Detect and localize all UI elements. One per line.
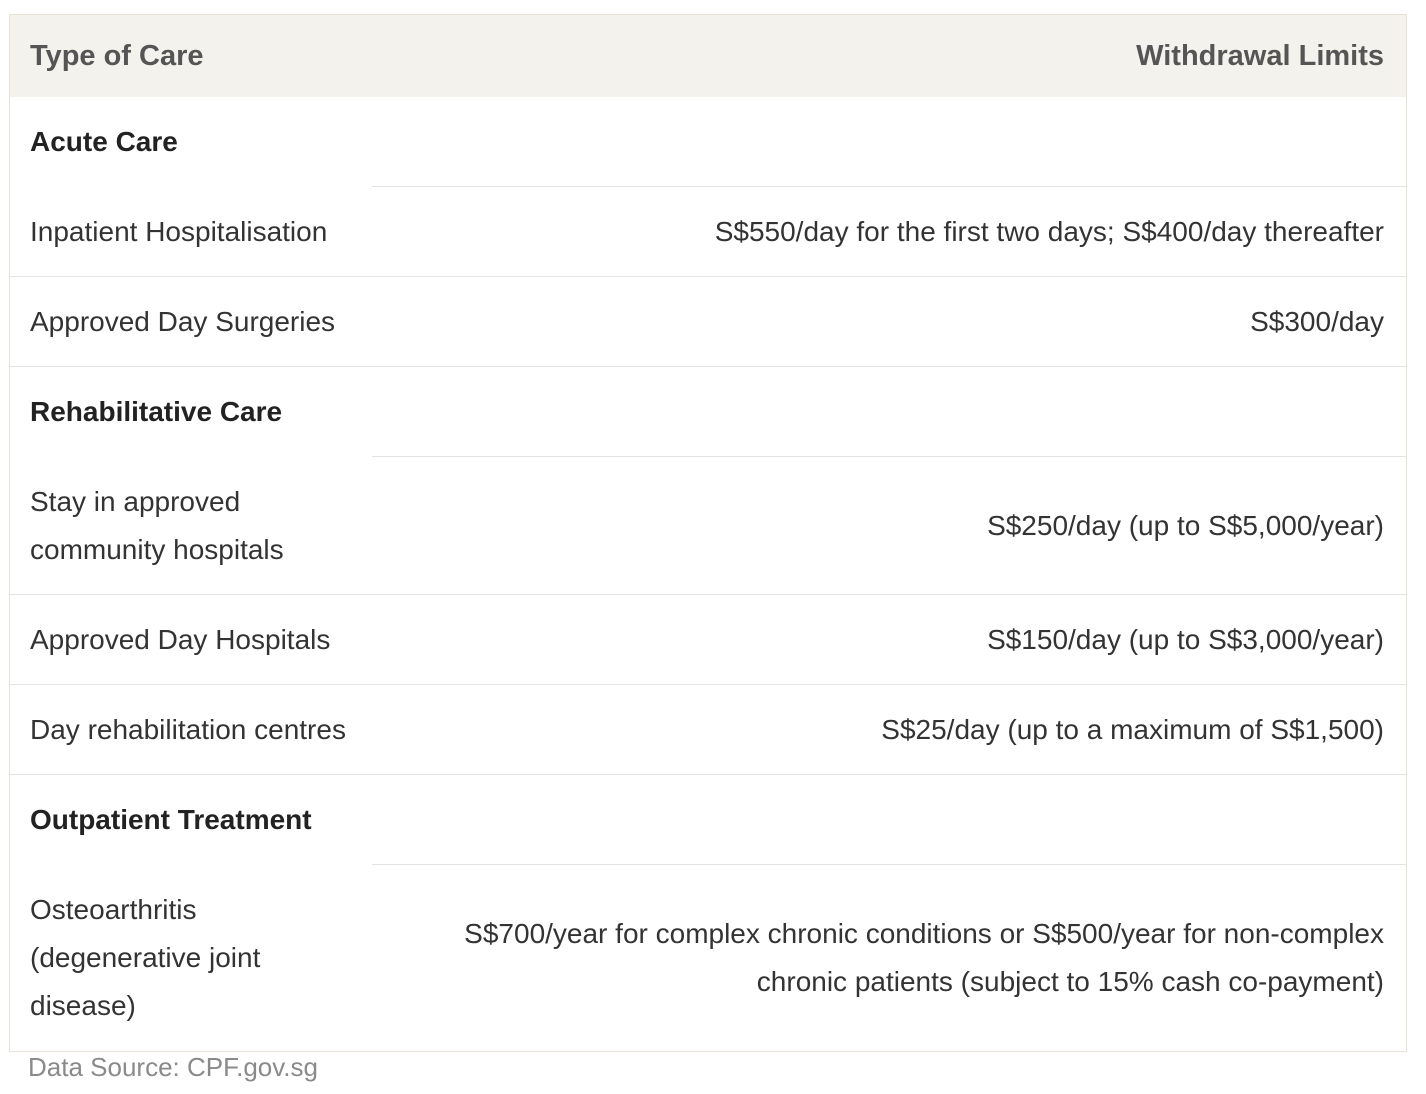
- table-container: [9, 14, 1407, 1052]
- care-type-cell: Day rehabilitation centres: [30, 714, 346, 745]
- section-row-rehabilitative-care: [10, 367, 1406, 457]
- table-row: [10, 187, 1406, 277]
- table-row: [10, 865, 1406, 1051]
- limit-cell: S$250/day (up to S$5,000/year): [987, 510, 1384, 541]
- care-type-cell: Approved Day Surgeries: [30, 306, 336, 337]
- header-type-of-care: Type of Care: [30, 39, 204, 72]
- withdrawal-limits-table: [9, 14, 1407, 1052]
- section-row-acute-care: [10, 97, 1406, 187]
- care-type-cell: Osteoarthritis (degenerative joint disease): [30, 894, 261, 1021]
- table-row: [10, 457, 1406, 595]
- limit-cell: S$25/day (up to a maximum of S$1,500): [881, 714, 1384, 745]
- care-type-cell: Approved Day Hospitals: [30, 624, 331, 655]
- care-type-cell: Stay in approved community hospitals: [30, 486, 284, 565]
- care-type-cell: Inpatient Hospitalisation: [30, 216, 328, 247]
- limit-cell: S$550/day for the first two days; S$400/day thereafter: [714, 216, 1384, 247]
- table-row: [10, 595, 1406, 685]
- section-label: Acute Care: [30, 126, 178, 157]
- section-label: Outpatient Treatment: [30, 804, 312, 835]
- section-label: Rehabilitative Care: [30, 396, 283, 427]
- section-row-outpatient-treatment: [10, 775, 1406, 865]
- header-withdrawal-limits: Withdrawal Limits: [1136, 39, 1384, 72]
- data-source-note: Data Source: CPF.gov.sg: [28, 1052, 318, 1082]
- table-row: [10, 685, 1406, 775]
- limit-cell: S$700/year for complex chronic conditions or S$500/year for non-complex chronic patients (subject to 15% cash co-payment): [464, 918, 1384, 997]
- limit-cell: S$150/day (up to S$3,000/year): [987, 624, 1384, 655]
- limit-cell: S$300/day: [1250, 306, 1384, 337]
- table-header-row: [10, 15, 1406, 97]
- table-row: [10, 277, 1406, 367]
